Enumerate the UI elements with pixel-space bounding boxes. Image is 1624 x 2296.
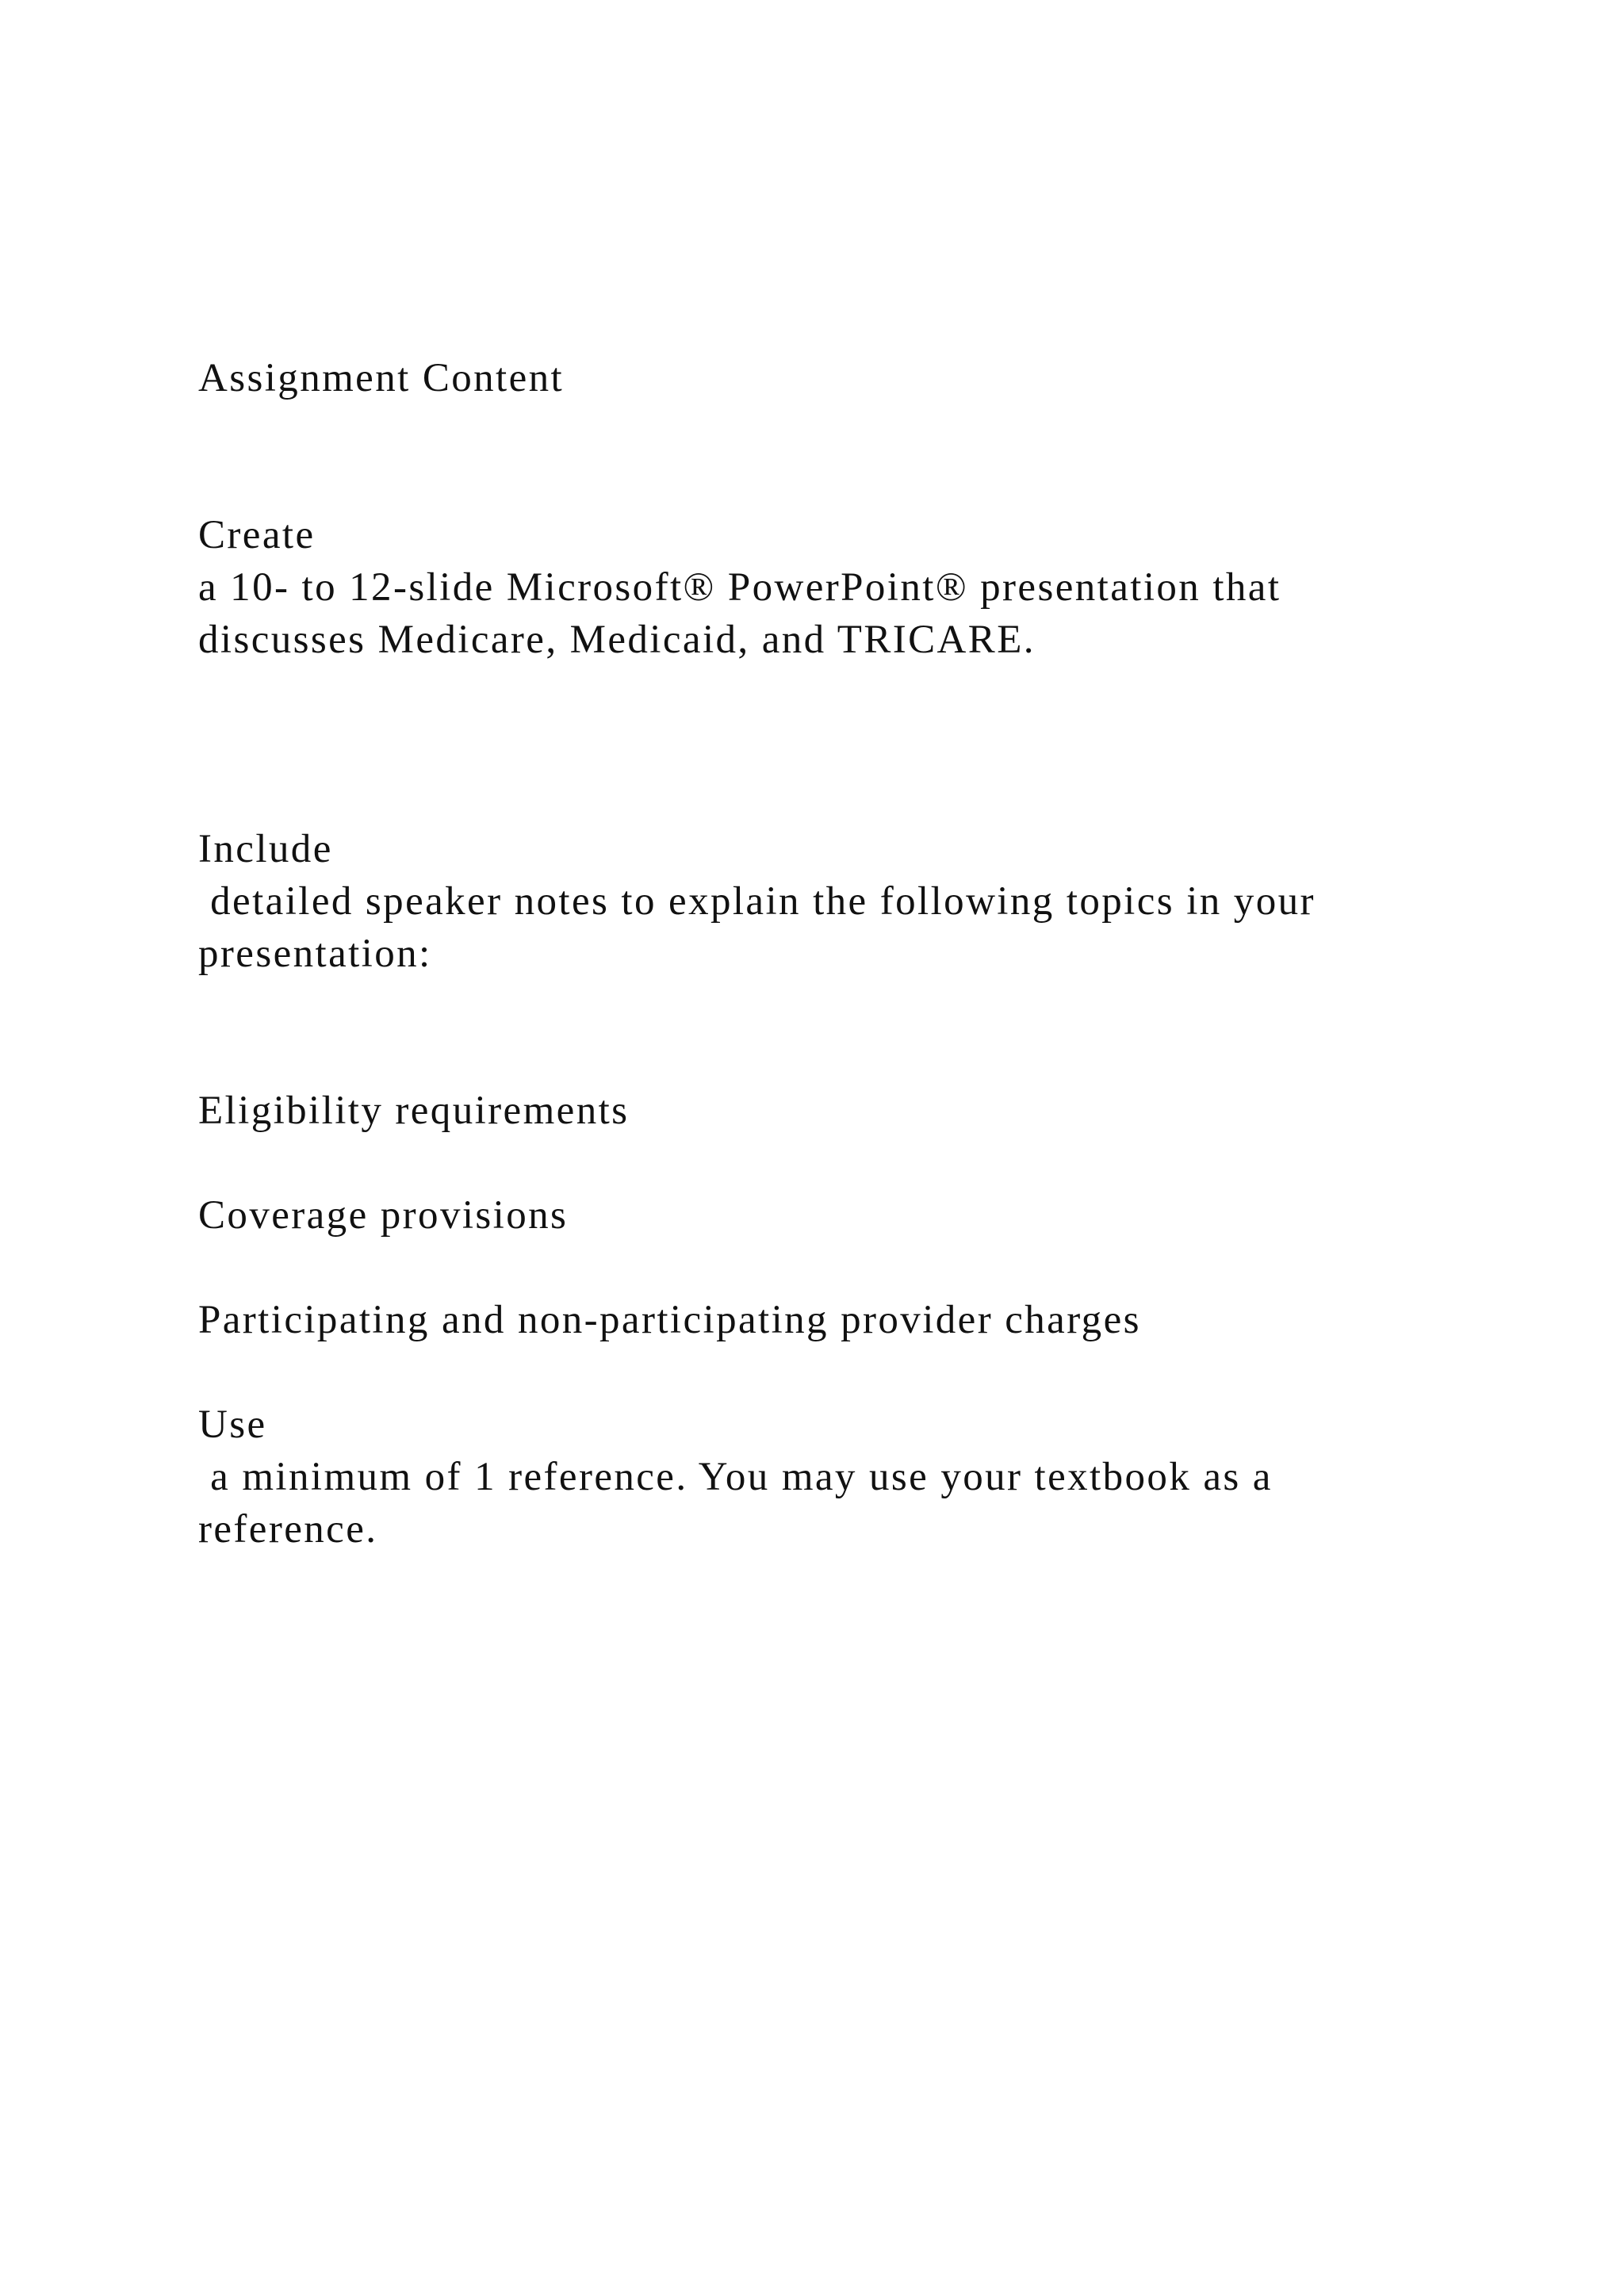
paragraph-2-line-3: presentation: [198, 932, 432, 976]
document-heading: Assignment Content [198, 356, 565, 400]
paragraph-2-line-1: Include [198, 827, 333, 871]
paragraph-1-line-1: Create [198, 513, 316, 557]
paragraph-2-line-2: detailed speaker notes to explain the following topics in your [198, 879, 1316, 924]
paragraph-1-line-2: a 10- to 12-slide Microsoft® PowerPoint® presentation that [198, 565, 1281, 610]
paragraph-3-line-2: a minimum of 1 reference. You may use your textbook as a [198, 1455, 1273, 1499]
topic-item: Participating and non-participating provider charges [198, 1298, 1141, 1342]
topic-item: Coverage provisions [198, 1193, 569, 1238]
paragraph-3-line-3: reference. [198, 1507, 378, 1552]
paragraph-1-line-3: discusses Medicare, Medicaid, and TRICARE. [198, 618, 1036, 662]
paragraph-3-line-1: Use [198, 1402, 267, 1447]
topic-item: Eligibility requirements [198, 1089, 630, 1133]
